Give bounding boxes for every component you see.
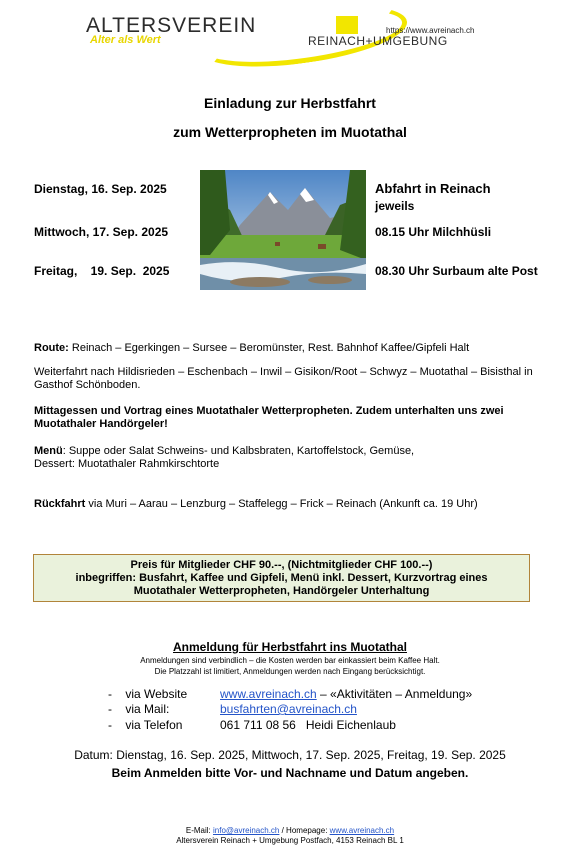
registration-note-binding: Anmeldungen sind verbindlich – die Kosten werden bar einkassiert beim Kaffee Halt.	[140, 656, 440, 665]
footer-contact	[0, 826, 580, 836]
logo	[80, 8, 510, 56]
departure-milchhuesli: 08.15 Uhr Milchhüsli	[375, 225, 492, 239]
registration-title: Anmeldung für Herbstfahrt ins Muotathal	[173, 640, 407, 654]
date-friday: Freitag, 19. Sep. 2025	[34, 264, 170, 278]
menu-label: Menü	[34, 445, 63, 457]
date-wednesday: Mittwoch, 17. Sep. 2025	[34, 225, 169, 239]
phone-number: 061 711 08 56	[220, 718, 296, 732]
registration-phone	[108, 718, 396, 732]
footer-address: Altersverein Reinach + Umgebung Postfach, 4153 Reinach BL 1	[176, 836, 404, 845]
website-link[interactable]: www.avreinach.ch	[220, 687, 317, 701]
price-box	[33, 554, 530, 602]
registration-reminder: Beim Anmelden bitte Vor- und Nachname und Datum angeben.	[111, 766, 469, 780]
registration-mail	[108, 702, 357, 716]
menu-text: : Suppe oder Salat Schweins- und Kalbsbraten, Kartoffelstock, Gemüse,	[62, 445, 415, 457]
logo-wordmark: ALTERSVEREIN	[86, 14, 257, 37]
page-title: Einladung zur Herbstfahrt	[204, 95, 376, 111]
logo-emblem-icon	[336, 16, 358, 34]
phone-contact: Heidi Eichenlaub	[295, 718, 396, 732]
price-included-cont: Muotathaler Wetterpropheten, Handörgeler Unterhaltung	[133, 585, 430, 597]
price-included: inbegriffen: Busfahrt, Kaffee und Gipfeli, Menü inkl. Dessert, Kurzvortrag eines	[75, 572, 488, 584]
return-text: via Muri – Aarau – Lenzburg – Staffelegg – Frick – Reinach (Ankunft ca. 19 Uhr)	[85, 498, 478, 510]
footer-homepage-label: / Homepage:	[279, 826, 330, 835]
route-label: Route:	[34, 342, 69, 354]
footer-email-label: E-Mail:	[185, 826, 213, 835]
price-members: Preis für Mitglieder CHF 90.--, (Nichtmitglieder CHF 100.--)	[130, 559, 433, 571]
departure-heading: Abfahrt in Reinach	[375, 181, 491, 196]
mail-link[interactable]: busfahrten@avreinach.ch	[220, 702, 357, 716]
return-label: Rückfahrt	[34, 498, 86, 510]
menu-dessert: Dessert: Muotathaler Rahmkirschtorte	[34, 458, 220, 470]
dates-line: Datum: Dienstag, 16. Sep. 2025, Mittwoch, 17. Sep. 2025, Freitag, 19. Sep. 2025	[74, 748, 506, 762]
route-text: Reinach – Egerkingen – Sursee – Beromünster, Rest. Bahnhof Kaffee/Gipfeli Halt	[68, 342, 470, 354]
menu-line	[34, 445, 564, 458]
lunch-info: Mittagessen und Vortrag eines Muotathaler Wetterpropheten. Zudem unterhalten uns zwei Muotathaler Handörgeler!	[34, 405, 504, 430]
route-line	[34, 342, 564, 355]
phone-label: - via Telefon	[108, 718, 183, 732]
route-continuation: Weiterfahrt nach Hildisrieden – Eschenbach – Inwil – Gisikon/Root – Schwyz – Muotathal – Bisisthal in Gasthof Schönboden.	[34, 366, 533, 391]
logo-tagline: Alter als Wert	[90, 34, 161, 46]
departure-each: jeweils	[375, 199, 415, 213]
website-extra: – «Aktivitäten – Anmeldung»	[316, 687, 473, 701]
departure-surbaum: 08.30 Uhr Surbaum alte Post	[375, 264, 538, 278]
registration-website	[108, 687, 472, 701]
footer-homepage-link[interactable]: www.avreinach.ch	[329, 826, 395, 835]
mail-label: - via Mail:	[108, 702, 170, 716]
logo-subtitle: REINACH+UMGEBUNG	[308, 34, 448, 48]
website-label: - via Website	[108, 687, 188, 701]
logo-url[interactable]: https://www.avreinach.ch	[386, 26, 475, 35]
return-line	[34, 498, 564, 511]
date-tuesday: Dienstag, 16. Sep. 2025	[34, 182, 167, 196]
footer-email-link[interactable]: info@avreinach.ch	[213, 826, 280, 835]
registration-note-limited: Die Platzzahl ist limitiert, Anmeldungen werden nach Eingang berücksichtigt.	[154, 667, 426, 676]
muotathal-landscape-photo	[200, 170, 366, 290]
page-subtitle: zum Wetterpropheten im Muotathal	[173, 124, 407, 140]
